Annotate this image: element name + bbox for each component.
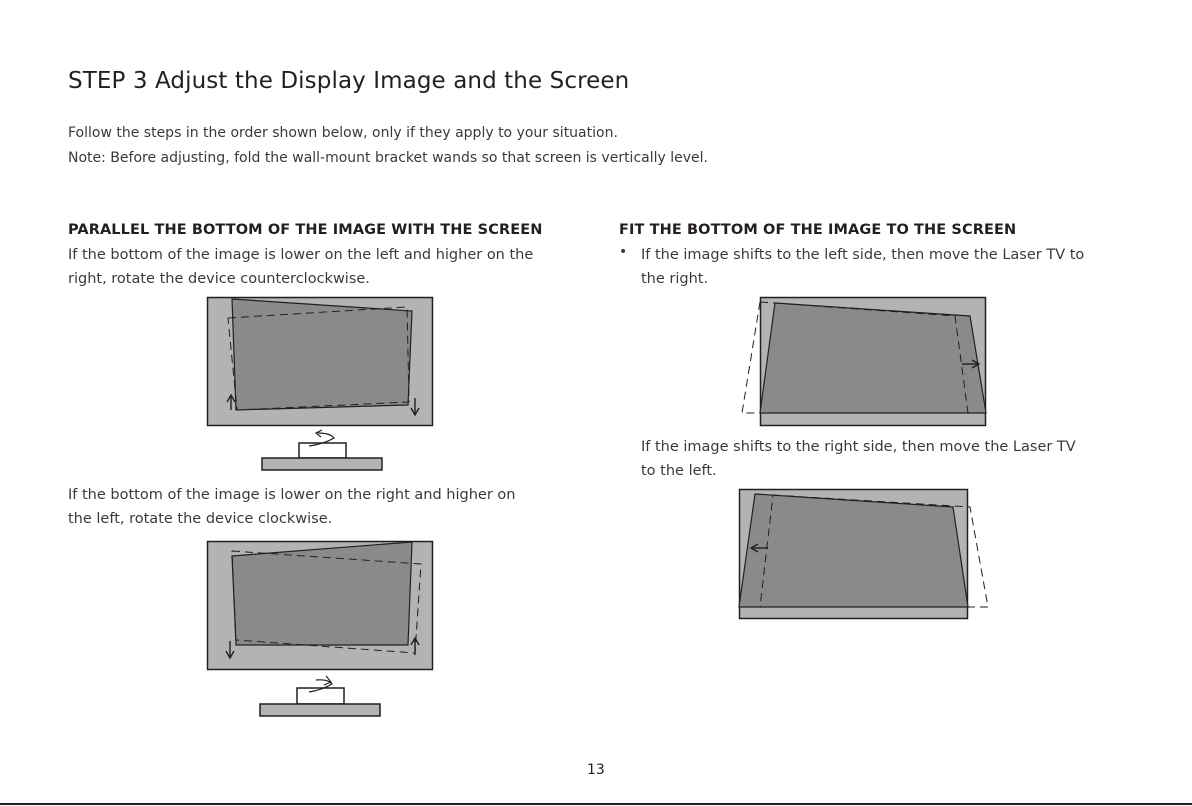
section-title-parallel: PARALLEL THE BOTTOM OF THE IMAGE WITH THE SCREEN [68,222,543,238]
projected-image [232,542,412,645]
page-number: 13 [587,762,605,778]
diagram-move-right [735,290,995,435]
paragraph-move-right [641,243,1084,291]
section-title-fit: FIT THE BOTTOM OF THE IMAGE TO THE SCREEN [619,222,1017,238]
paragraph-line: right, rotate the device counterclockwise. [68,271,370,287]
diagram-rotate-counterclockwise [200,290,440,480]
projected-image [760,303,986,413]
paragraph-line: the right. [641,271,709,287]
device-body [299,443,346,458]
projected-image [739,494,968,607]
device-body [297,688,344,704]
diagram-rotate-clockwise [200,534,440,724]
device-base [262,458,382,470]
paragraph-line: If the bottom of the image is lower on the left and higher on the [68,247,534,263]
paragraph-clockwise [68,483,515,531]
paragraph-line: to the left. [641,463,717,479]
paragraph-move-left [641,435,1076,483]
intro-line-1: Follow the steps in the order shown below, only if they apply to your situation. [68,125,618,141]
page-title: STEP 3 Adjust the Display Image and the Screen [68,68,630,94]
paragraph-line: If the image shifts to the left side, then move the Laser TV to [641,247,1085,263]
bullet-marker: • [619,244,628,260]
footer-rule [0,803,1192,805]
paragraph-line: If the bottom of the image is lower on the right and higher on [68,487,516,503]
paragraph-line: the left, rotate the device clockwise. [68,511,333,527]
paragraph-line: If the image shifts to the right side, then move the Laser TV [641,439,1076,455]
paragraph-counterclockwise [68,243,533,291]
device-base [260,704,380,716]
intro-note: Note: Before adjusting, fold the wall-mount bracket wands so that screen is vertically level. [68,150,708,166]
diagram-move-left [732,482,997,627]
